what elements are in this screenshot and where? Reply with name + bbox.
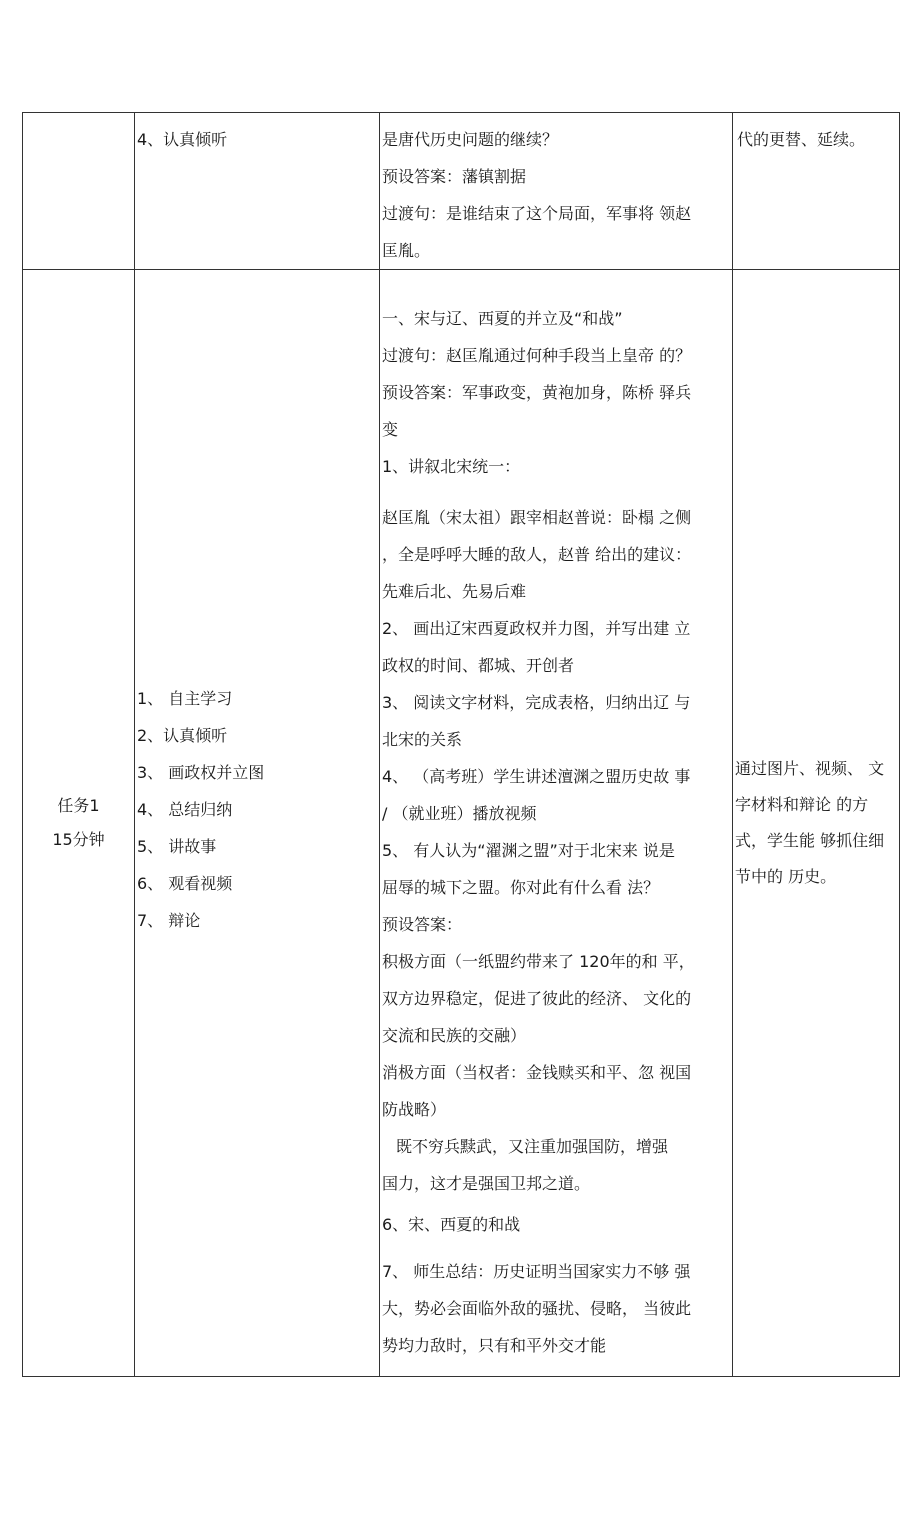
- teaching-content-cell: [380, 270, 733, 1377]
- task-cell: [23, 270, 135, 1377]
- activity-line: 4、 总结归纳: [137, 800, 233, 819]
- content-line: 7、 师生总结：历史证明当国家实力不够 强: [382, 1262, 691, 1281]
- content-line: 国力，这才是强国卫邦之道。: [382, 1174, 591, 1193]
- design-purpose-cell: [733, 270, 900, 1377]
- activity-line: 4、认真倾听: [137, 130, 228, 149]
- content-line: 先难后北、先易后难: [382, 582, 527, 601]
- content-line: 1、讲叙北宋统一：: [382, 457, 521, 476]
- activity-line: 5、 讲故事: [137, 837, 217, 856]
- content-line: 2、 画出辽宋西夏政权并力图，并写出建 立: [382, 619, 691, 638]
- task-cell-empty: [23, 113, 135, 270]
- content-line: 赵匡胤（宋太祖）跟宰相赵普说：卧榻 之侧: [382, 508, 692, 527]
- content-line: 变: [382, 420, 399, 439]
- design-purpose-cell: [733, 113, 900, 270]
- content-line: 势均力敌时，只有和平外交才能: [382, 1336, 607, 1355]
- task-name: 任务1: [57, 796, 100, 815]
- student-activity-cell: [135, 270, 380, 1377]
- content-line: 消极方面（当权者：金钱赎买和平、忽 视国: [382, 1063, 692, 1082]
- content-line: ，全是呼呼大睡的敌人，赵普 给出的建议：: [382, 545, 692, 564]
- student-activity-cell: [135, 113, 380, 270]
- purpose-text: 代的更替、延续。: [737, 130, 866, 149]
- content-line: 5、 有人认为“濯渊之盟”对于北宋来 说是: [382, 841, 675, 860]
- content-line: 双方边界稳定，促进了彼此的经济、 文化的: [382, 989, 692, 1008]
- content-line: 积极方面（一纸盟约带来了 120年的和 平，: [382, 952, 695, 971]
- content-line: 4、 （高考班）学生讲述澶渊之盟历史故 事: [382, 767, 691, 786]
- activity-line: 7、 辩论: [137, 911, 201, 930]
- table-row: [23, 270, 900, 1377]
- content-line: 6、宋、西夏的和战: [382, 1215, 521, 1234]
- content-line: 一、宋与辽、西夏的并立及“和战”: [382, 309, 623, 328]
- content-line: 是唐代历史问题的继续？: [382, 130, 559, 149]
- content-line: 预设答案：藩镇割据: [382, 167, 527, 186]
- content-line: 过渡句：是谁结束了这个局面，军事将 领赵: [382, 204, 692, 223]
- content-line: 3、 阅读文字材料，完成表格，归纳出辽 与: [382, 693, 691, 712]
- content-line: 匡胤。: [382, 241, 431, 260]
- activity-line: 1、 自主学习: [137, 689, 233, 708]
- content-line: 大，势必会面临外敌的骚扰、侵略， 当彼此: [382, 1299, 692, 1318]
- content-line: 既不穷兵黩武，又注重加强国防，增强: [396, 1137, 669, 1156]
- teaching-content-cell: [380, 113, 733, 270]
- table-row: [23, 113, 900, 270]
- content-line: 预设答案：军事政变，黄袍加身，陈桥 驿兵: [382, 383, 692, 402]
- purpose-text: 通过图片、视频、 文字材料和辩论 的方式，学生能 够抓住细节中的 历史。: [735, 759, 885, 886]
- task-duration: 15分钟: [52, 830, 105, 849]
- content-line: 屈辱的城下之盟。你对此有什么看 法？: [382, 878, 660, 897]
- lesson-plan-table: [22, 112, 900, 1377]
- content-line: 防战略）: [382, 1100, 447, 1119]
- content-line: 北宋的关系: [382, 730, 463, 749]
- activity-line: 3、 画政权并立图: [137, 763, 265, 782]
- content-line: 政权的时间、都城、开创者: [382, 656, 575, 675]
- activity-line: 2、认真倾听: [137, 726, 228, 745]
- content-line: 交流和民族的交融）: [382, 1026, 527, 1045]
- content-line: 预设答案：: [382, 915, 463, 934]
- activity-line: 6、 观看视频: [137, 874, 233, 893]
- content-line: / （就业班）播放视频: [382, 804, 537, 823]
- content-line: 过渡句：赵匡胤通过何种手段当上皇帝 的？: [382, 346, 692, 365]
